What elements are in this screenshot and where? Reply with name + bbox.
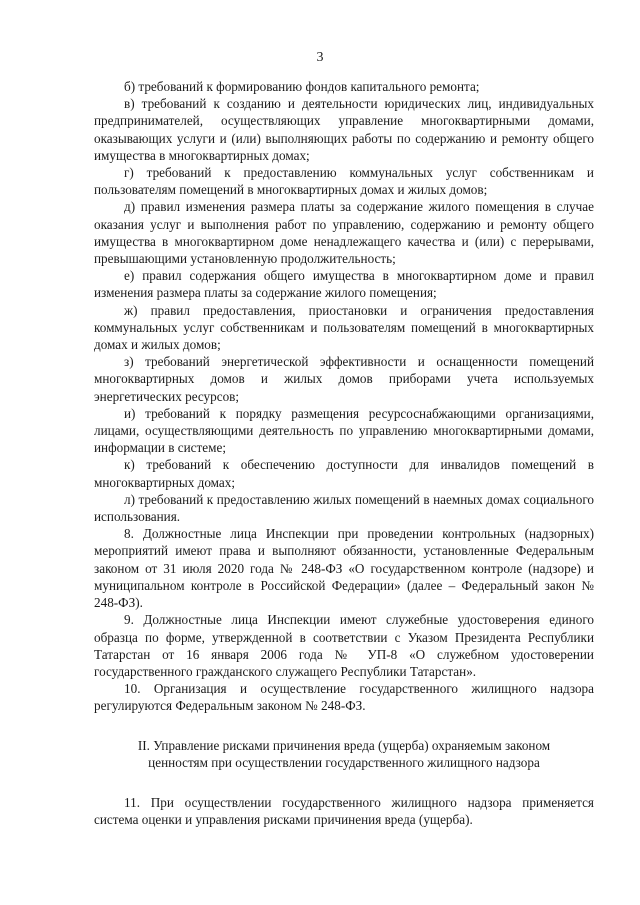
document-body [94, 78, 594, 828]
list-item-z: з) требований энергетической эффективности и оснащенности помещений многоквартирных домов и жилых домов приборами учета используемых энергетических ресурсов; [94, 354, 594, 404]
clause-8: 8. Должностные лица Инспекции при проведении контрольных (надзорных) мероприятий имеют права и выполняют обязанности, установленные Федеральным законом от 31 июля 2020 года № 248-ФЗ «О государственном контроле (надзоре) и муниципальном контроле в Российской Федерации» (далее – Федеральный закон № 248-ФЗ). [94, 526, 594, 611]
list-item-d: д) правил изменения размера платы за содержание жилого помещения в случае оказания услуг и выполнения работ по управлению, содержанию и ремонту общего имущества в многоквартирном доме ненадлежащего качества и (или) с перерывами, превышающими установленную продолжительность; [94, 199, 594, 267]
clause-9: 9. Должностные лица Инспекции имеют служебные удостоверения единого образца по форме, утвержденной в соответствии с Указом Президента Республики Татарстан от 16 января 2006 года № УП-8 «О служебном удостоверении государственного гражданского служащего Республики Татарстан». [94, 612, 594, 679]
list-item-k: к) требований к обеспечению доступности для инвалидов помещений в многоквартирных домах; [94, 457, 594, 490]
list-item-i: и) требований к порядку размещения ресурсоснабжающими организациями, лицами, осуществляющими деятельность по управлению многоквартирными домами, информации в системе; [94, 405, 594, 456]
list-item-l: л) требований к предоставлению жилых помещений в наемных домах социального использования. [94, 491, 594, 525]
section-heading: II. Управление рисками причинения вреда (ущерба) охраняемым законом ценностям при осуществлении государственного жилищного надзора [137, 737, 551, 770]
list-item-b: б) требований к формированию фондов капитального ремонта; [124, 79, 480, 94]
clause-11: 11. При осуществлении государственного жилищного надзора применяется система оценки и управления рисками причинения вреда (ущерба). [94, 794, 594, 828]
list-item-e: е) правил содержания общего имущества в многоквартирном доме и правил изменения размера платы за содержание жилого помещения; [94, 268, 594, 301]
clause-10: 10. Организация и осуществление государственного жилищного надзора регулируются Федеральным законом № 248-ФЗ. [94, 681, 594, 714]
list-item-g: г) требований к предоставлению коммунальных услуг собственникам и пользователям помещений в многоквартирных домах и жилых домов; [94, 165, 594, 198]
list-item-zh: ж) правил предоставления, приостановки и ограничения предоставления коммунальных услуг собственникам и пользователям помещений в многоквартирных домах и жилых домов; [94, 302, 594, 353]
page-number: 3 [316, 50, 324, 65]
list-item-v: в) требований к созданию и деятельности юридических лиц, индивидуальных предпринимателей, осуществляющих управление многоквартирными домами, оказывающих услуги и (или) выполняющих работы по содержанию и ремонту общего имущества в многоквартирных домах; [94, 96, 594, 163]
